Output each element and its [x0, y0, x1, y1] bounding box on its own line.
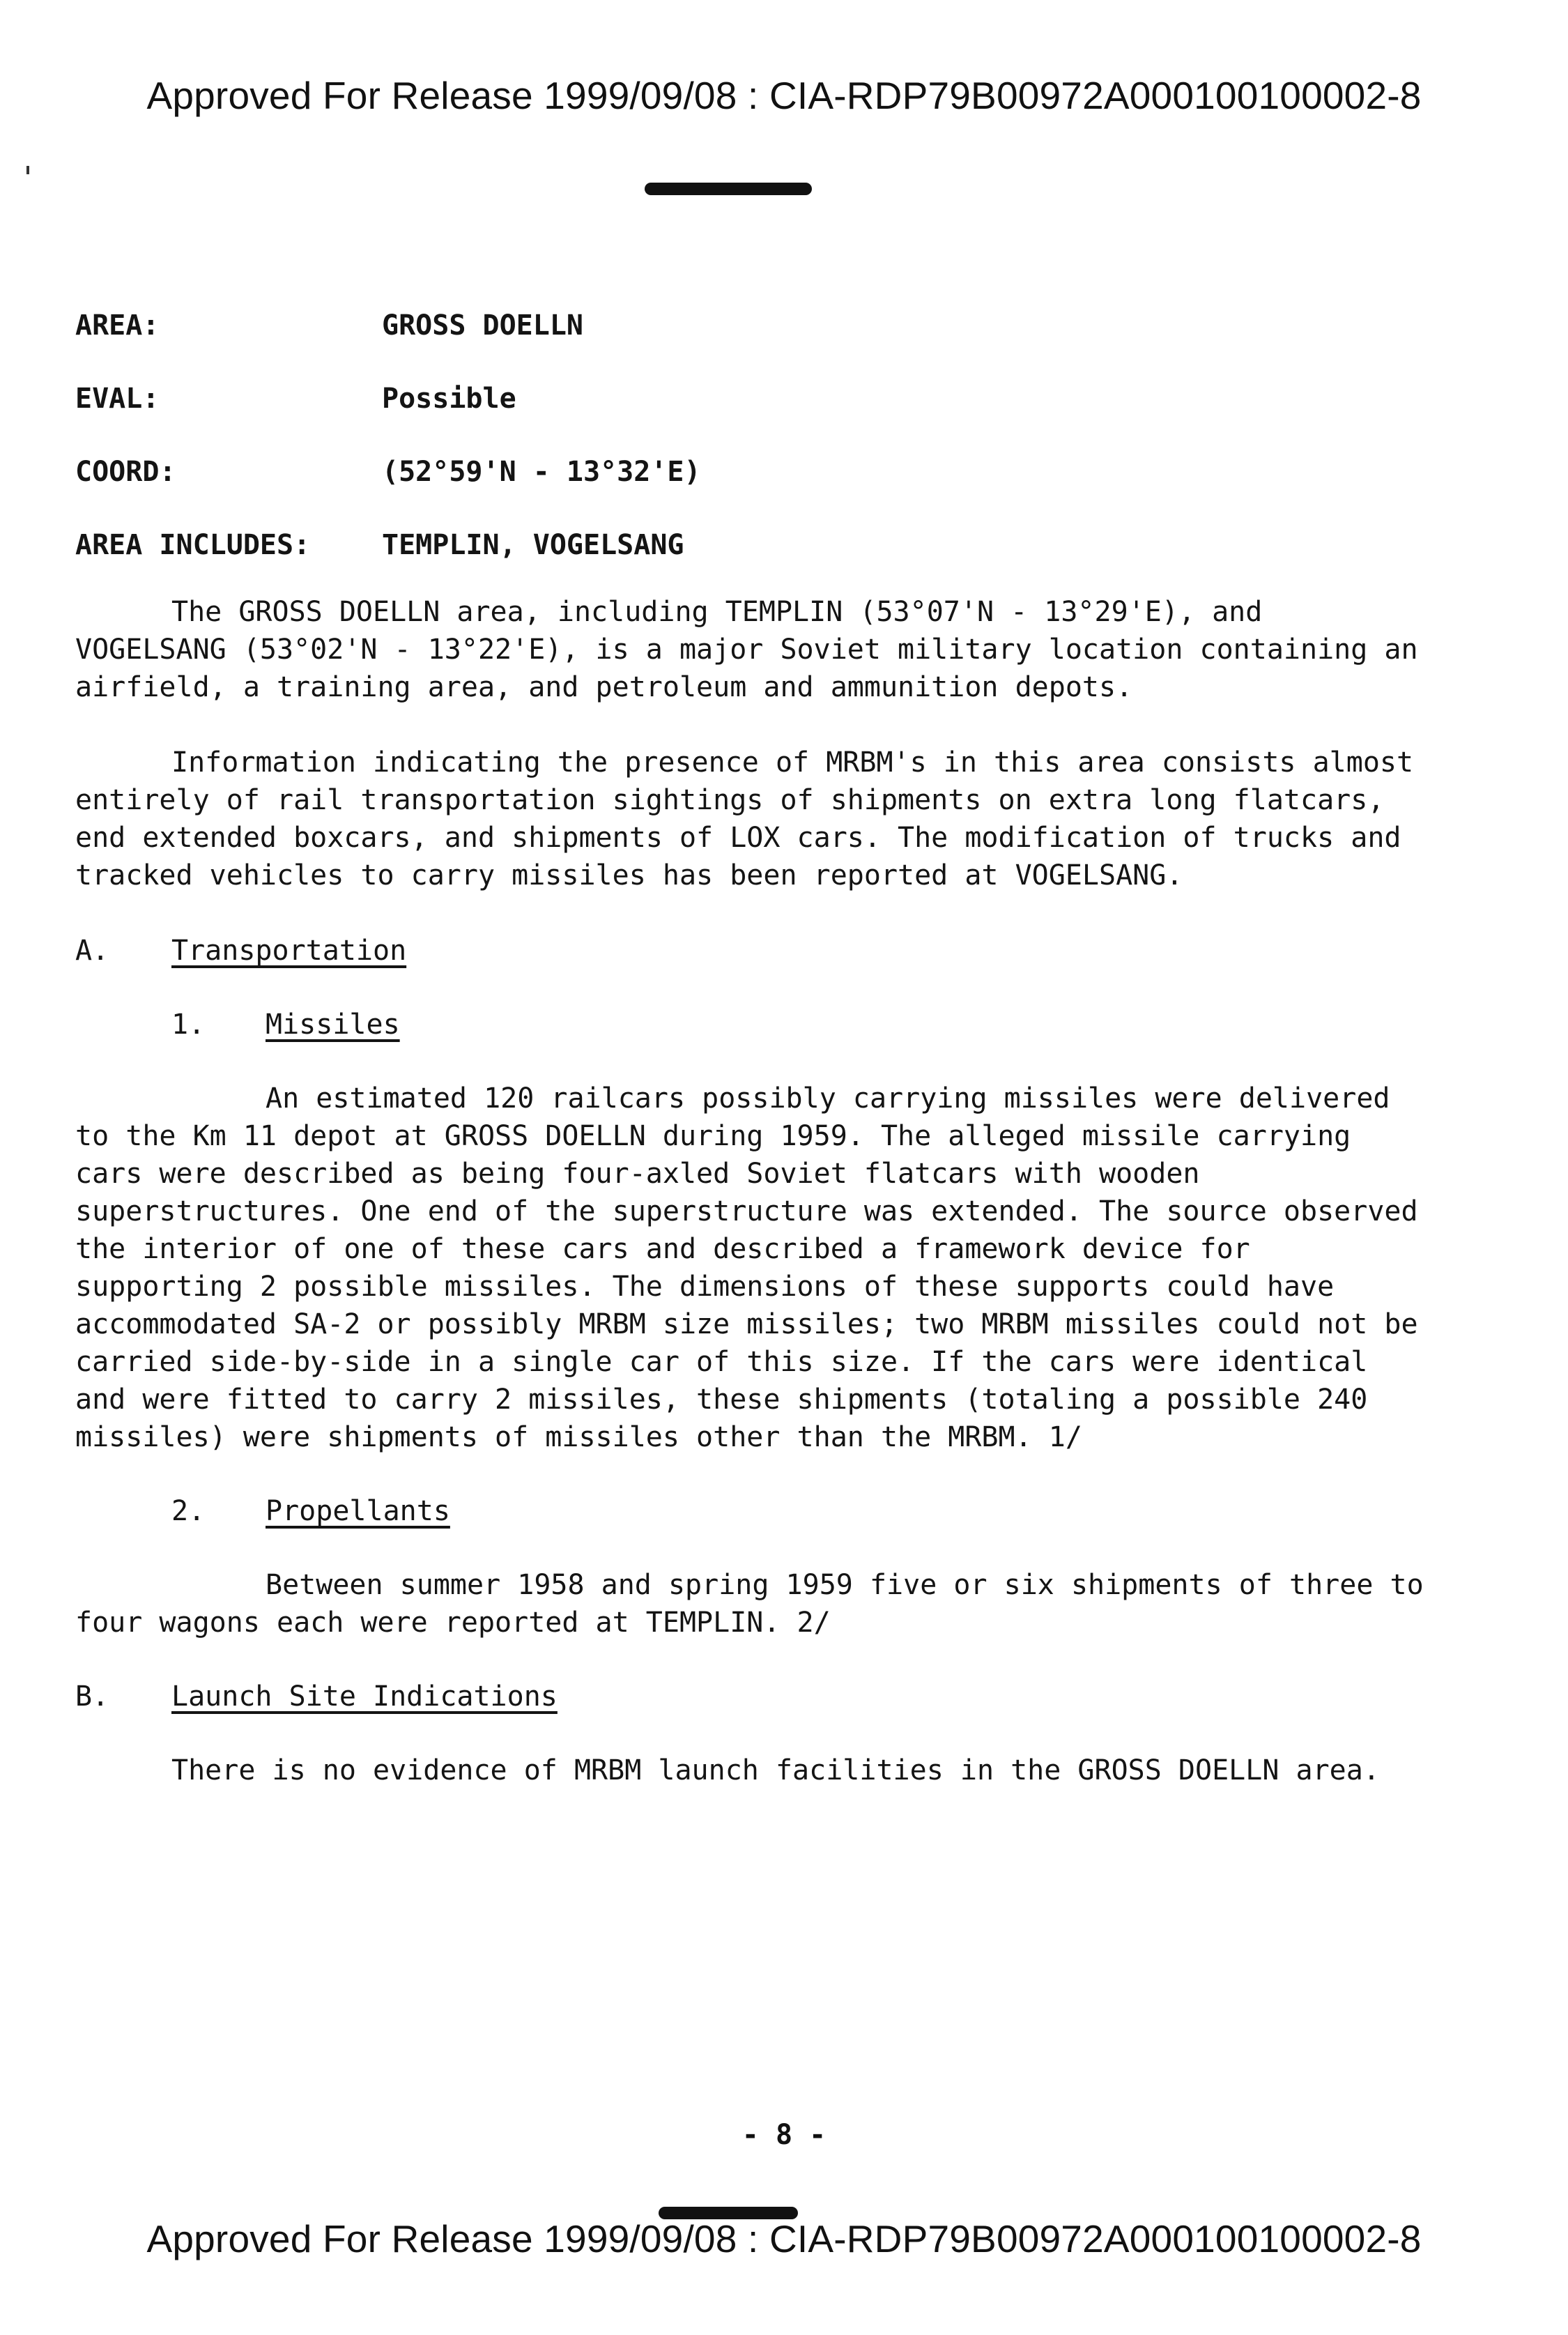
- section-number: A.: [75, 935, 109, 967]
- subsection-number: 1.: [171, 1009, 206, 1041]
- field-coord: [75, 453, 1427, 491]
- subsection-heading-propellants: [75, 1492, 1427, 1530]
- release-banner-bottom: Approved For Release 1999/09/08 : CIA-RDP79B00972A000100100002-8: [146, 2217, 1422, 2260]
- field-value: TEMPLIN, VOGELSANG: [382, 529, 684, 561]
- subsection-number: 2.: [171, 1495, 206, 1527]
- missiles-paragraph: An estimated 120 railcars possibly carrying missiles were delivered to the Km 11 depot at GROSS DOELLN during 1959. The alleged missile carrying cars were described as being four-axled Soviet flatcars with wooden superstructures. One end of the superstructure was extended. The source observed the interior of one of these cars and described a framework device for supporting 2 possible missiles. The dimensions of these supports could have accommodated SA-2 or possibly MRBM size missiles; two MRBM missiles could not be carried side-by-side in a single car of this size. If the cars were identical and were fitted to carry 2 missiles, these shipments (totaling a possible 240 missiles) were shipments of missiles other than the MRBM. 1/: [75, 1082, 1418, 1453]
- section-number: B.: [75, 1681, 109, 1713]
- subsection-title: Missiles: [266, 1009, 400, 1041]
- field-area-includes: [75, 526, 1427, 564]
- page-number: - 8 -: [741, 2119, 827, 2151]
- subsection-heading-missiles: [75, 1006, 1427, 1043]
- field-label: AREA INCLUDES:: [75, 529, 311, 561]
- field-value: GROSS DOELLN: [382, 309, 583, 342]
- field-eval: [75, 380, 1427, 418]
- section-title: Transportation: [171, 935, 407, 967]
- intro-paragraph: The GROSS DOELLN area, including TEMPLIN (53°07'N - 13°29'E), and VOGELSANG (53°02'N - 13°22'E), is a major Soviet military location containing an airfield, a training area, and petroleum and ammunition depots.: [75, 596, 1418, 703]
- field-label: AREA:: [75, 309, 160, 342]
- section-heading-a: [75, 932, 1427, 970]
- field-area: [75, 307, 1427, 344]
- intro-paragraph: Information indicating the presence of MRBM's in this area consists almost entirely of rail transportation sightings of shipments on extra long flatcars, end extended boxcars, and shipments of LOX cars. The modification of trucks and tracked vehicles to carry missiles has been reported at VOGELSANG.: [75, 747, 1414, 891]
- propellants-paragraph: Between summer 1958 and spring 1959 five or six shipments of three to four wagons each were reported at TEMPLIN. 2/: [75, 1569, 1424, 1639]
- subsection-title: Propellants: [266, 1495, 450, 1527]
- field-label: EVAL:: [75, 383, 160, 415]
- classification-redaction-top: [645, 183, 812, 195]
- field-value: Possible: [382, 383, 516, 415]
- section-heading-b: [75, 1678, 1427, 1715]
- field-value: (52°59'N - 13°32'E): [382, 456, 701, 488]
- scan-mark: [26, 166, 29, 174]
- section-title: Launch Site Indications: [171, 1681, 558, 1713]
- launch-site-paragraph: There is no evidence of MRBM launch facilities in the GROSS DOELLN area.: [171, 1754, 1380, 1786]
- field-label: COORD:: [75, 456, 176, 488]
- release-banner-top: Approved For Release 1999/09/08 : CIA-RDP79B00972A000100100002-8: [146, 74, 1422, 117]
- document-body: [75, 307, 1427, 1827]
